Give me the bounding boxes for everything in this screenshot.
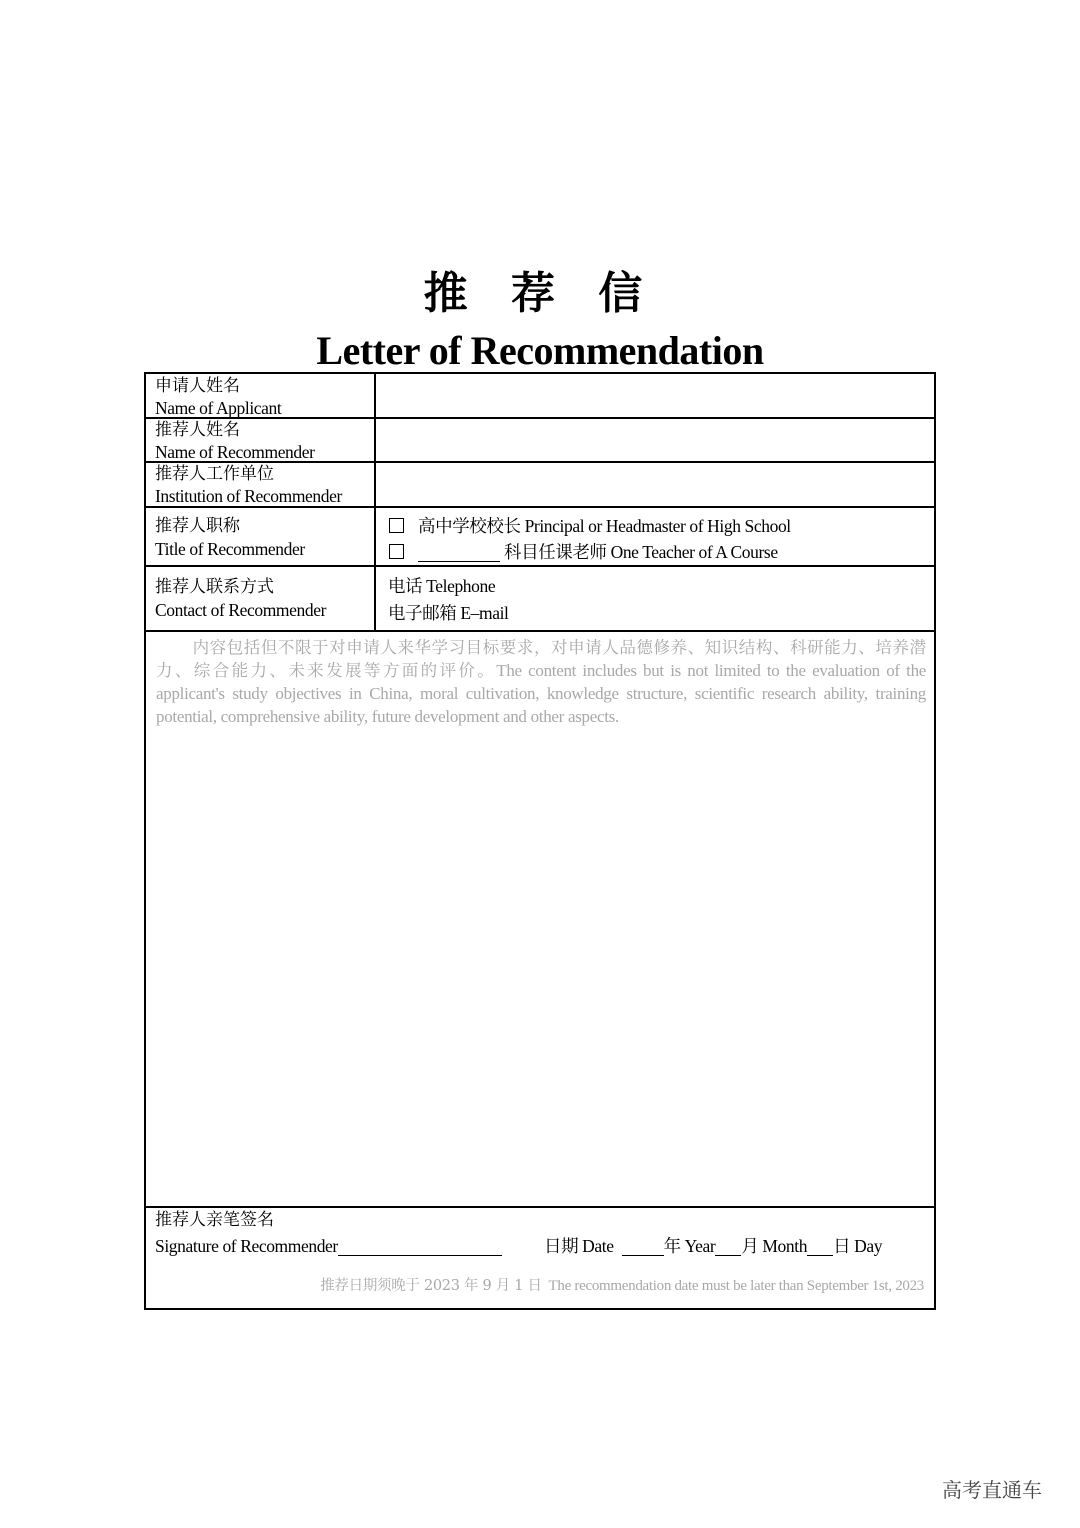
month-label: 月 Month — [741, 1236, 808, 1256]
contact-label-en: Contact of Recommender — [155, 600, 327, 620]
applicant-label — [146, 374, 376, 417]
recommendation-content-area[interactable] — [146, 632, 934, 1208]
teacher-option-label: 科目任课老师 One Teacher of A Course — [504, 542, 778, 562]
year-label: 年 Year — [663, 1236, 716, 1256]
institution-field[interactable] — [376, 463, 934, 506]
applicant-label-cn: 申请人姓名 — [155, 376, 240, 396]
institution-label-cn: 推荐人工作单位 — [155, 464, 274, 484]
recommender-row — [146, 419, 934, 463]
title-option-principal[interactable] — [389, 515, 791, 537]
month-blank[interactable] — [715, 1237, 741, 1256]
applicant-label-en: Name of Applicant — [155, 398, 282, 418]
recommender-name-field[interactable] — [376, 419, 934, 461]
content-hint-cn: 内容包括但不限于对申请人来华学习目标要求，对申请人品德修养、知识结构、科研能力、培养潜力、综合能力、未来发展等方面的评价。 — [156, 638, 926, 680]
content-hint — [156, 636, 926, 728]
date-requirement-note — [320, 1274, 924, 1295]
title-label — [146, 508, 376, 565]
principal-option-label: 高中学校校长 Principal or Headmaster of High School — [418, 516, 791, 536]
year-blank[interactable] — [622, 1237, 664, 1256]
telephone-field[interactable]: 电话 Telephone — [388, 576, 496, 596]
teacher-checkbox[interactable] — [389, 544, 404, 559]
institution-row — [146, 463, 934, 508]
applicant-name-field[interactable] — [376, 374, 934, 417]
title-label-cn: 推荐人职称 — [155, 516, 240, 536]
day-label: 日 Day — [833, 1236, 883, 1256]
date-line — [544, 1235, 882, 1257]
recommender-label-en: Name of Recommender — [155, 442, 315, 462]
principal-checkbox[interactable] — [389, 518, 404, 533]
contact-label — [146, 567, 376, 630]
title-label-en: Title of Recommender — [155, 539, 305, 559]
recommendation-form — [144, 372, 936, 1310]
institution-label-en: Institution of Recommender — [155, 486, 342, 506]
recommender-label — [146, 419, 376, 461]
title-option-teacher[interactable] — [389, 541, 778, 563]
page-title-en: Letter of Recommendation — [316, 328, 764, 373]
signature-label-en: Signature of Recommender — [155, 1236, 338, 1256]
signature-blank[interactable] — [338, 1237, 502, 1256]
watermark: 高考直通车 — [942, 1478, 1042, 1502]
day-blank[interactable] — [807, 1237, 833, 1256]
applicant-row — [146, 374, 934, 419]
signature-area — [146, 1208, 934, 1308]
signature-line — [155, 1235, 502, 1257]
title-row — [146, 508, 934, 567]
recommender-label-cn: 推荐人姓名 — [155, 420, 240, 440]
date-note-cn: 推荐日期须晚于 2023 年 9 月 1 日 — [320, 1278, 542, 1294]
date-label: 日期 Date — [544, 1236, 614, 1256]
title-options — [376, 508, 934, 565]
date-note-en: The recommendation date must be later than September 1st, 2023 — [548, 1278, 924, 1294]
contact-row — [146, 567, 934, 632]
email-field[interactable]: 电子邮箱 E–mail — [388, 603, 509, 623]
institution-label — [146, 463, 376, 506]
course-subject-blank[interactable] — [418, 543, 500, 562]
contact-fields — [376, 567, 934, 630]
page-title-cn: 推 荐 信 — [423, 268, 657, 319]
content-hint-en: The content includes but is not limited to the evaluation of the applicant's study objectives in China, moral cultivation, knowledge structure, scientific research ability, training potential, comprehensive ability, future development and other aspects. — [156, 661, 927, 726]
contact-label-cn: 推荐人联系方式 — [155, 577, 274, 597]
signature-label-cn: 推荐人亲笔签名 — [155, 1210, 274, 1230]
